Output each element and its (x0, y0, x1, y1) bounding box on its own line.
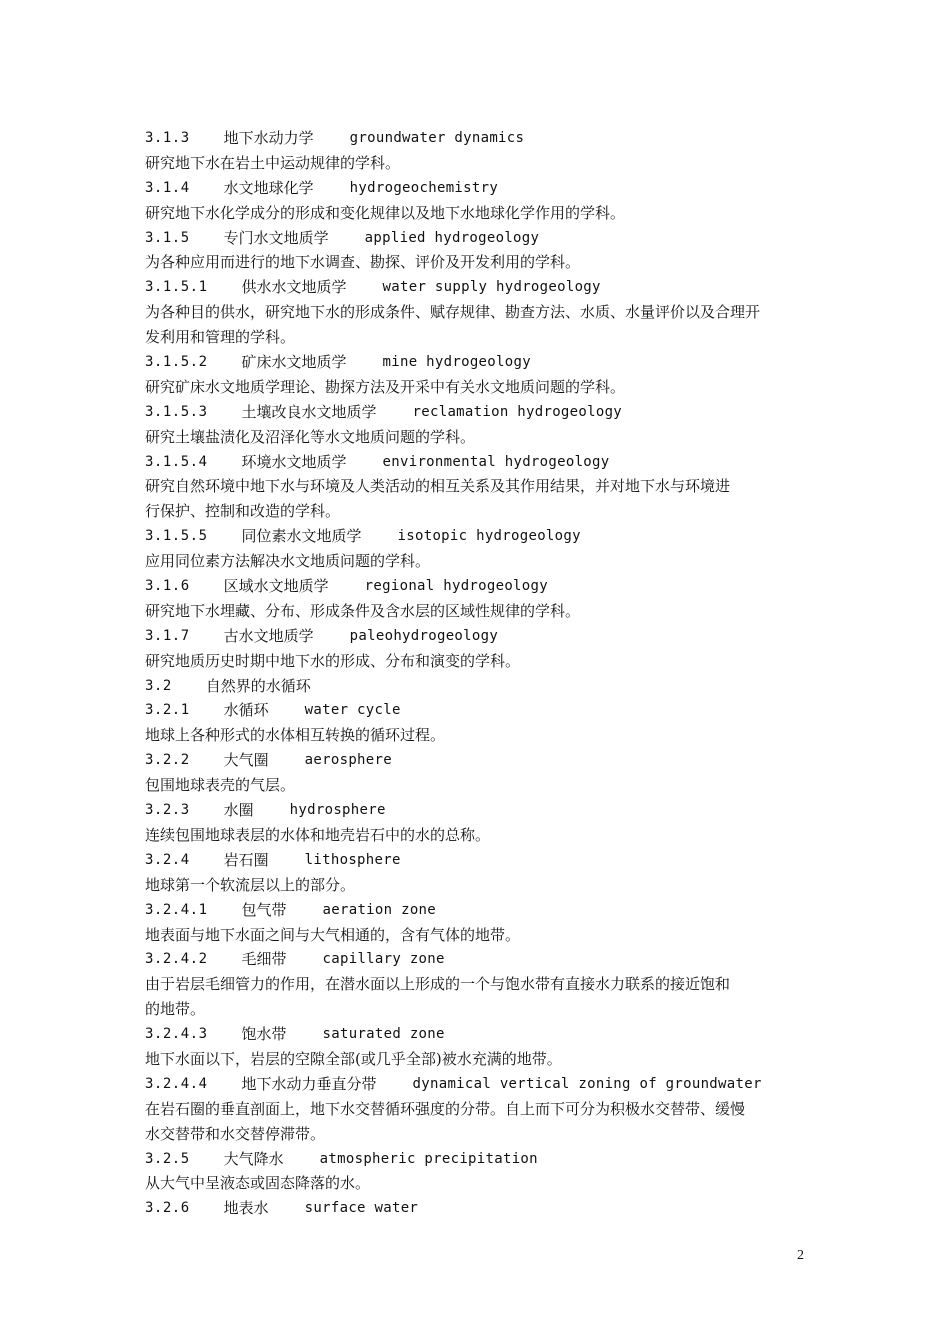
term-english: reclamation hydrogeology (412, 403, 623, 420)
term-english: hydrosphere (289, 802, 386, 819)
term-heading (145, 798, 815, 823)
term-number: 3.1.4 (145, 179, 190, 196)
term-definition: 研究地下水化学成分的形成和变化规律以及地下水地球化学作用的学科。 (145, 203, 626, 222)
term-definition: 为各种目的供水，研究地下水的形成条件、赋存规律、勘查方法、水质、水量评价以及合理开 (145, 303, 761, 322)
term-number: 3.1.6 (145, 578, 190, 595)
term-heading (145, 1147, 815, 1172)
term-number: 3.2.4.3 (145, 1026, 208, 1043)
term-definition: 包围地球表壳的气层。 (145, 776, 296, 795)
term-english: lithosphere (304, 851, 401, 868)
term-heading (145, 624, 815, 649)
term-definition: 地下水面以下，岩层的空隙全部(或几乎全部)被水充满的地带。 (145, 1049, 562, 1068)
term-entry (145, 698, 815, 748)
term-number: 3.2 (145, 677, 172, 694)
term-heading (145, 947, 815, 972)
term-entry (145, 798, 815, 848)
term-heading (145, 450, 815, 475)
term-definition: 由于岩层毛细管力的作用，在潜水面以上形成的一个与饱水带有直接水力联系的接近饱和 (145, 975, 731, 994)
term-definition: 研究地下水在岩土中运动规律的学科。 (145, 153, 401, 172)
term-english: dynamical vertical zoning of groundwater (412, 1075, 762, 1092)
term-entry (145, 450, 815, 525)
term-heading (145, 574, 815, 599)
term-number: 3.1.7 (145, 627, 190, 644)
term-english: paleohydrogeology (349, 627, 499, 644)
term-number: 3.2.2 (145, 752, 190, 769)
term-number: 3.2.4 (145, 851, 190, 868)
term-number: 3.1.5.5 (145, 528, 208, 545)
term-heading (145, 400, 815, 425)
term-entry (145, 1147, 815, 1197)
term-chinese: 大气圈 (223, 751, 269, 770)
term-definition: 地表面与地下水面之间与大气相通的，含有气体的地带。 (145, 925, 521, 944)
term-definition: 发利用和管理的学科。 (145, 328, 296, 347)
term-heading (145, 848, 815, 873)
term-number: 3.2.4.1 (145, 901, 208, 918)
page-number: 2 (797, 1248, 804, 1263)
term-chinese: 水循环 (223, 701, 269, 720)
term-heading (145, 698, 815, 723)
term-entry (145, 748, 815, 798)
term-number: 3.1.5.4 (145, 453, 208, 470)
term-chinese: 地下水动力垂直分带 (241, 1074, 377, 1093)
term-chinese: 自然界的水循环 (205, 676, 311, 695)
term-number: 3.2.4.4 (145, 1075, 208, 1092)
term-definition: 从大气中呈液态或固态降落的水。 (145, 1174, 371, 1193)
term-entry (145, 275, 815, 350)
term-english: regional hydrogeology (364, 578, 548, 595)
term-number: 3.1.5.2 (145, 354, 208, 371)
term-heading (145, 350, 815, 375)
term-entry (145, 1196, 815, 1221)
term-heading (145, 748, 815, 773)
term-english: aeration zone (322, 901, 437, 918)
term-number: 3.2.4.2 (145, 951, 208, 968)
term-number: 3.1.3 (145, 130, 190, 146)
term-definition: 应用同位素方法解决水文地质问题的学科。 (145, 552, 431, 571)
term-english: surface water (304, 1200, 419, 1217)
term-heading (145, 176, 815, 201)
term-definition: 研究自然环境中地下水与环境及人类活动的相互关系及其作用结果，并对地下水与环境进 (145, 477, 731, 496)
term-number: 3.1.5.3 (145, 403, 208, 420)
term-number: 3.2.3 (145, 802, 190, 819)
term-english: atmospheric precipitation (319, 1150, 538, 1167)
term-chinese: 土壤改良水文地质学 (241, 402, 377, 421)
term-chinese: 岩石圈 (223, 850, 269, 869)
term-chinese: 同位素水文地质学 (241, 527, 362, 546)
term-definition: 水交替带和水交替停滞带。 (145, 1124, 326, 1143)
term-english: mine hydrogeology (382, 354, 531, 371)
term-chinese: 包气带 (241, 900, 287, 919)
term-number: 3.2.1 (145, 702, 190, 719)
term-heading (145, 674, 815, 699)
term-chinese: 水文地球化学 (223, 178, 314, 197)
term-english: groundwater dynamics (349, 130, 525, 146)
term-definition: 为各种应用而进行的地下水调查、勘探、评价及开发利用的学科。 (145, 253, 581, 272)
term-heading (145, 226, 815, 251)
term-entry (145, 674, 815, 699)
term-number: 3.1.5 (145, 229, 190, 246)
term-definition: 研究土壤盐渍化及沼泽化等水文地质问题的学科。 (145, 427, 476, 446)
term-chinese: 区域水文地质学 (223, 577, 329, 596)
term-english: isotopic hydrogeology (397, 528, 581, 545)
term-english: aerosphere (304, 752, 392, 769)
term-entry (145, 574, 815, 624)
term-entry (145, 848, 815, 898)
term-definition: 行保护、控制和改造的学科。 (145, 502, 341, 521)
term-heading (145, 524, 815, 549)
term-chinese: 饱水带 (241, 1025, 287, 1044)
term-definition: 在岩石圈的垂直剖面上，地下水交替循环强度的分带。自上而下可分为积极水交替带、缓慢 (145, 1099, 746, 1118)
term-chinese: 水圈 (223, 801, 254, 820)
term-definition: 地球第一个软流层以上的部分。 (145, 875, 356, 894)
term-entry (145, 226, 815, 276)
term-heading (145, 898, 815, 923)
term-heading (145, 1196, 815, 1221)
term-english: water supply hydrogeology (382, 279, 601, 296)
term-number: 3.2.6 (145, 1200, 190, 1217)
term-english: environmental hydrogeology (382, 453, 610, 470)
term-heading (145, 1072, 815, 1097)
term-heading (145, 1022, 815, 1047)
term-chinese: 毛细带 (241, 950, 287, 969)
term-entry (145, 176, 815, 226)
term-english: saturated zone (322, 1026, 445, 1043)
term-definition: 地球上各种形式的水体相互转换的循环过程。 (145, 726, 446, 745)
term-english: applied hydrogeology (364, 229, 540, 246)
term-entry (145, 947, 815, 1022)
term-chinese: 供水水文地质学 (241, 278, 347, 297)
term-definition: 研究地质历史时期中地下水的形成、分布和演变的学科。 (145, 651, 521, 670)
term-entry (145, 524, 815, 574)
document-body (145, 126, 815, 1221)
term-chinese: 地下水动力学 (223, 129, 314, 147)
term-heading (145, 126, 815, 151)
term-chinese: 专门水文地质学 (223, 228, 329, 247)
term-entry (145, 898, 815, 948)
term-chinese: 环境水文地质学 (241, 452, 347, 471)
term-entry (145, 350, 815, 400)
term-definition: 的地带。 (145, 1000, 206, 1019)
term-chinese: 矿床水文地质学 (241, 353, 347, 372)
term-definition: 研究矿床水文地质学理论、勘探方法及开采中有关水文地质问题的学科。 (145, 377, 626, 396)
term-english: hydrogeochemistry (349, 179, 499, 196)
term-number: 3.2.5 (145, 1150, 190, 1167)
term-english: capillary zone (322, 951, 445, 968)
term-entry (145, 126, 815, 176)
term-english: water cycle (304, 702, 401, 719)
term-definition: 研究地下水埋藏、分布、形成条件及含水层的区域性规律的学科。 (145, 601, 581, 620)
term-entry (145, 400, 815, 450)
term-chinese: 地表水 (223, 1199, 269, 1218)
term-chinese: 大气降水 (223, 1149, 284, 1168)
term-entry (145, 1022, 815, 1072)
term-heading (145, 275, 815, 300)
term-entry (145, 624, 815, 674)
term-entry (145, 1072, 815, 1147)
term-number: 3.1.5.1 (145, 279, 208, 296)
term-chinese: 古水文地质学 (223, 626, 314, 645)
term-definition: 连续包围地球表层的水体和地壳岩石中的水的总称。 (145, 825, 491, 844)
